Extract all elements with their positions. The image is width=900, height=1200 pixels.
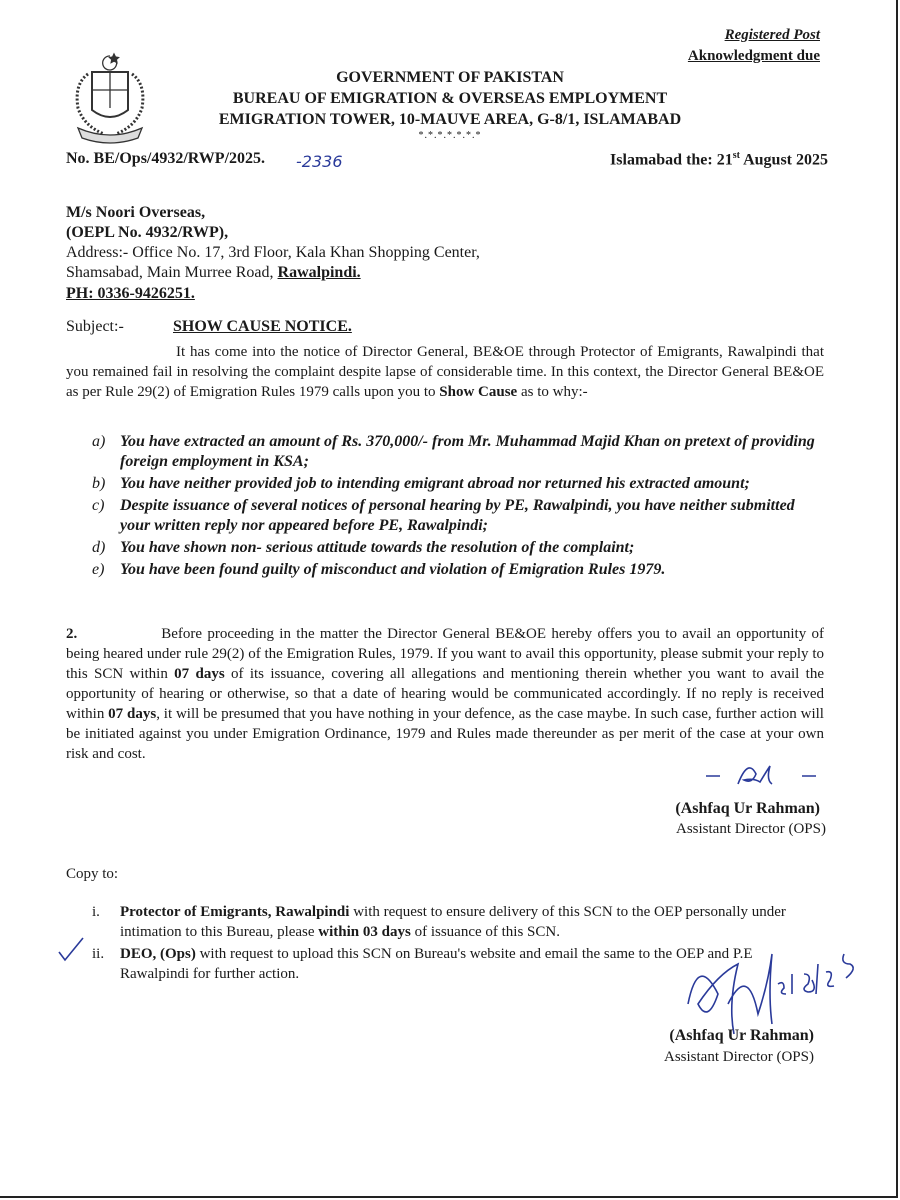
handwritten-number: -2336 — [296, 152, 343, 171]
charge-marker: e) — [92, 561, 105, 578]
para2-days-2: 07 days — [108, 706, 157, 722]
para2-text-c: of its issuance, covering all allegations and mentioning therein whether you want to avail the opportunity of hearing or otherwise, so that a date of hearing would be communicated accordingly. If no reply is received within — [66, 666, 824, 722]
para2-text-e: , it will be presumed that you have nothing in your defence, as the case maybe. In such case, further action will be initiated against you under Emigration Ordinance, 1979 and Rules made thereunder as per merit of the case at your own risk and cost. — [66, 706, 824, 762]
header-line-2: BUREAU OF EMIGRATION & OVERSEAS EMPLOYMENT — [232, 90, 668, 107]
copy-marker: i. — [92, 904, 100, 920]
charge-text: You have neither provided job to intending emigrant abroad nor returned his extracted amount; — [120, 475, 750, 492]
address-city: Rawalpindi. — [277, 264, 361, 281]
copy-recipient: DEO, (Ops) — [120, 946, 196, 962]
copy-marker: ii. — [92, 946, 105, 962]
paragraph-1 — [66, 342, 824, 402]
para2-days-1: 07 days — [174, 666, 225, 682]
registered-post-label: Registered Post — [724, 27, 820, 43]
paragraph-2 — [66, 624, 824, 764]
copy-signatory-name: (Ashfaq Ur Rahman) — [669, 1027, 814, 1044]
date-suffix: August 2025 — [739, 151, 828, 169]
para1-show-cause: Show Cause — [439, 384, 518, 400]
charge-marker: a) — [92, 433, 106, 450]
copy-text-end: of issuance of this SCN. — [410, 924, 560, 940]
copy-to-label: Copy to: — [66, 866, 119, 882]
para1-text-a: It has come into the notice of Director General, BE&OE through Protector of Emigrants, Rawalpindi that you remained fail in resolving the complaint despite lapse of considerable time. In this context, the Director General BE&OE as per Rule 29(2) of Emigration Rules 1979 calls upon you to — [66, 344, 824, 400]
reference-number: No. BE/Ops/4932/RWP/2025. — [66, 150, 266, 167]
copy-text: with request to upload this SCN on Bureau's website and email the same to the OEP and P.E Rawalpindi for further action. — [120, 946, 753, 982]
charge-item — [86, 432, 824, 472]
acknowledgment-label: Aknowledgment due — [687, 48, 820, 64]
signature-scribble-icon — [704, 760, 824, 794]
para2-text-a: Before proceeding in the matter the Director General BE&OE hereby offers you to avail an opportunity of being heared under rule 29(2) of the Emigration Rules, 1979. If you want to avail this opportunity, please submit your reply to this SCN within — [66, 626, 824, 682]
charge-text: You have shown non- serious attitude towards the resolution of the complaint; — [120, 539, 635, 556]
charge-text: You have extracted an amount of Rs. 370,000/- from Mr. Muhammad Majid Khan on pretext of providing foreign employment in KSA; — [120, 433, 815, 470]
para2-number: 2. — [66, 626, 78, 642]
copy-signatory-title: Assistant Director (OPS) — [664, 1049, 814, 1065]
checkmark-icon — [56, 934, 86, 964]
charge-marker: d) — [92, 539, 106, 556]
date-sup: st — [732, 150, 740, 161]
copy-deadline: within 03 days — [318, 924, 411, 940]
charge-marker: c) — [92, 497, 105, 514]
charge-text: You have been found guilty of misconduct and violation of Emigration Rules 1979. — [120, 561, 666, 578]
charge-item — [86, 496, 824, 536]
addressee-address-line-1: Address:- Office No. 17, 3rd Floor, Kala Khan Shopping Center, — [66, 244, 480, 261]
signatory-name: (Ashfaq Ur Rahman) — [675, 800, 820, 817]
charges-list — [86, 432, 824, 582]
copy-text: with request to ensure delivery of this SCN to the OEP personally under intimation to this Bureau, please — [120, 904, 786, 940]
para1-text-c: as to why:- — [517, 384, 588, 400]
header-line-1: GOVERNMENT OF PAKISTAN — [336, 69, 564, 86]
charge-item — [86, 560, 824, 580]
letter-date — [610, 150, 828, 169]
subject-label: Subject:- — [66, 318, 124, 335]
addressee-phone: PH: 0336-9426251. — [66, 285, 195, 302]
charge-item — [86, 474, 824, 494]
copy-item — [86, 902, 824, 942]
subject-title: SHOW CAUSE NOTICE. — [173, 318, 352, 335]
header-line-3: EMIGRATION TOWER, 10-MAUVE AREA, G-8/1, ISLAMABAD — [218, 111, 682, 128]
charge-text: Despite issuance of several notices of personal hearing by PE, Rawalpindi, you have neither submitted your written reply nor appeared before PE, Rawalpindi; — [120, 497, 795, 534]
copy-recipient: Protector of Emigrants, Rawalpindi — [120, 904, 350, 920]
date-prefix: Islamabad the: 21 — [610, 151, 733, 169]
charge-marker: b) — [92, 475, 106, 492]
address-street: Shamsabad, Main Murree Road, — [66, 264, 278, 281]
addressee-name: M/s Noori Overseas, — [66, 204, 206, 221]
signatory-title: Assistant Director (OPS) — [676, 821, 826, 837]
addressee-oepl: (OEPL No. 4932/RWP), — [66, 224, 229, 241]
header-stars: *.*.*.*.*.*.* — [418, 130, 482, 141]
addressee-address-line-2 — [66, 264, 361, 282]
charge-item — [86, 538, 824, 558]
